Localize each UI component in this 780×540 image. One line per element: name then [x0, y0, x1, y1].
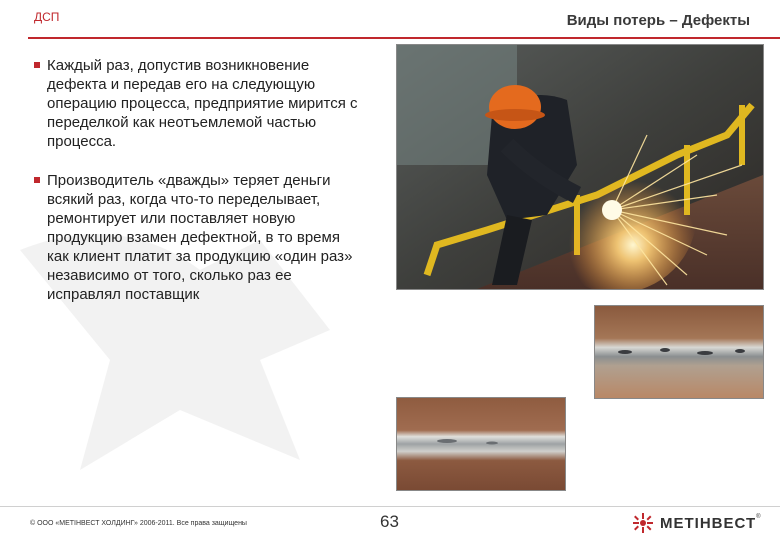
- slide-title: Виды потерь – Дефекты: [566, 12, 750, 29]
- bullet-marker: [34, 177, 40, 183]
- company-logo: [632, 512, 761, 534]
- bullet-text: Каждый раз, допустив возникновение дефекта и передав его на следующую операцию процесса, предприятие мирится с переделкой как неотъемлемой частью процесса.: [47, 57, 358, 150]
- bullet-text: Производитель «дважды» теряет деньги всякий раз, когда что-то переделывает, ремонтирует или поставляет новую продукцию взамен дефектной, в то время как клиент платит за продукцию «один раз» независимо от того, сколько раз ее исправлял поставщик: [47, 172, 353, 303]
- bullet-list: [34, 56, 364, 324]
- footer-divider: [0, 506, 780, 507]
- copyright-text: © ООО «МЕТІНВЕСТ ХОЛДИНГ» 2006-2011. Все права защищены: [30, 520, 247, 527]
- page-number: 63: [380, 512, 399, 531]
- logo-trademark: ®: [756, 514, 761, 520]
- bullet-item: [34, 56, 364, 151]
- photo-worker-grinding: [396, 44, 764, 290]
- bullet-marker: [34, 62, 40, 68]
- header-divider: [28, 37, 780, 39]
- section-label: ДСП: [34, 10, 60, 24]
- photo-weld-defect-2: [396, 397, 566, 491]
- photo-weld-defect-1: [594, 305, 764, 399]
- logo-text: МЕТІНВЕСТ: [660, 514, 757, 532]
- logo-mark-icon: [632, 512, 654, 534]
- bullet-item: [34, 171, 364, 304]
